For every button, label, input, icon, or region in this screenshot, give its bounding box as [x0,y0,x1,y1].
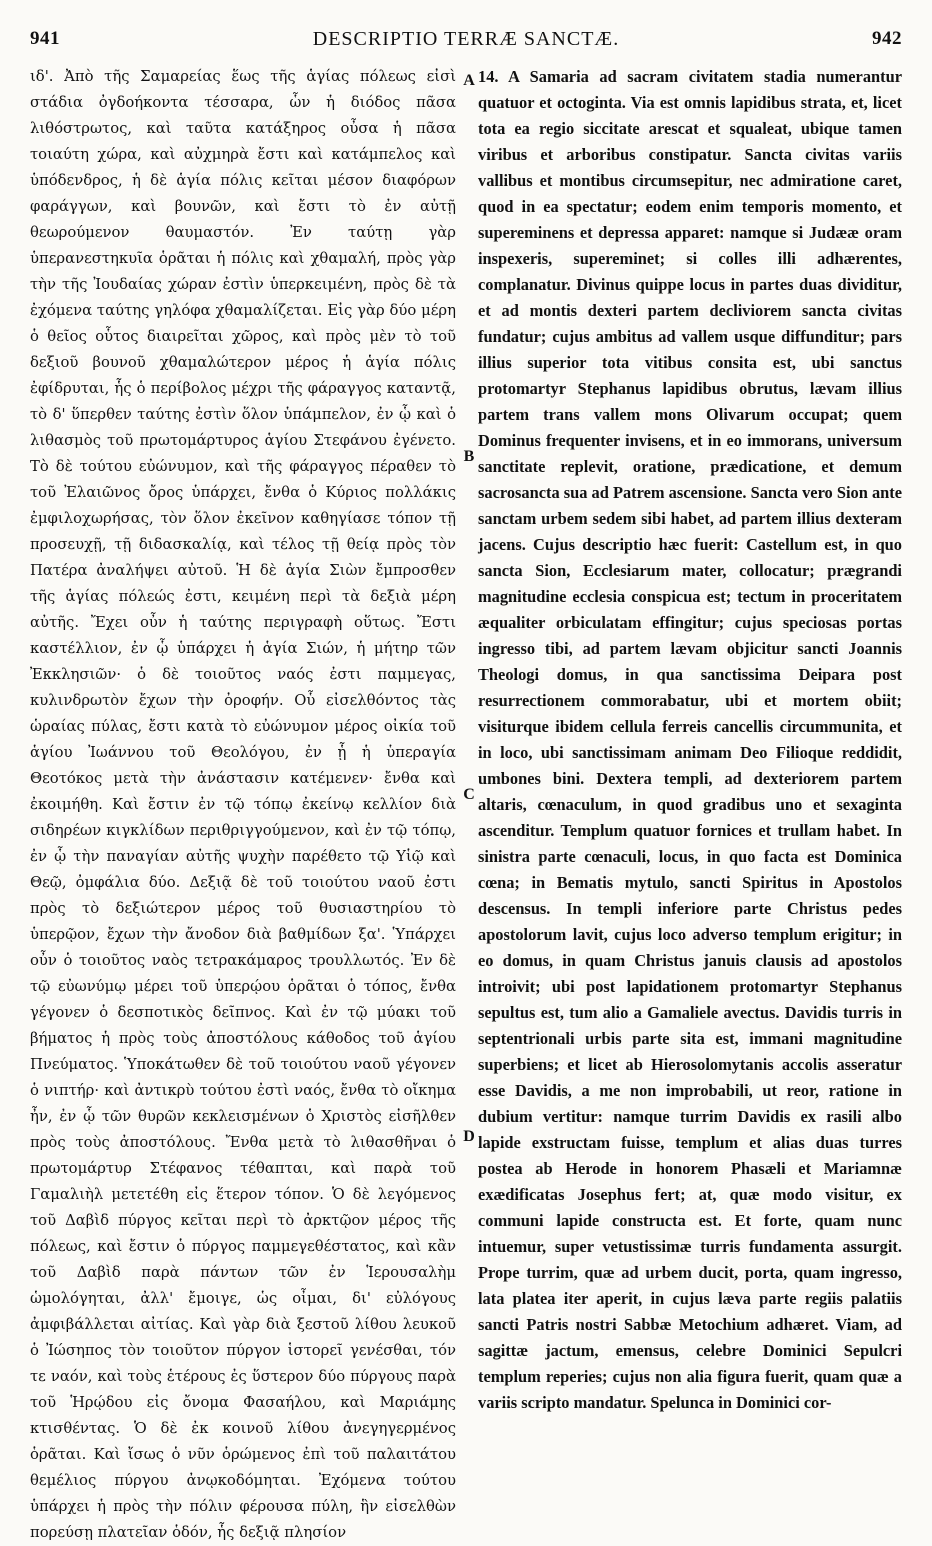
greek-paragraph: ιδ'. Ἀπὸ τῆς Σαμαρείας ἕως τῆς ἁγίας πόλεως εἰσὶ στάδια ὀγδοήκοντα τέσσαρα, ὧν ἡ διόδος πᾶσα λιθόστρωτος, καὶ ταῦτα κατάξηρος οὖσα ἡ πᾶσα τοιαύτη χώρα, καὶ αὐχμηρὰ ἔστι καὶ κατάμπελος καὶ ὑπόδενδρος, ἡ δὲ ἁγία πόλις κεῖται μέσον διαφόρων φαράγγων, καὶ βουνῶν, καὶ ἔστι τὸ ἐν αὐτῇ θεωρούμενον θαυμαστόν. Ἐν ταύτῃ γὰρ ὑπερανεστηκυῖα ὁρᾶται ἡ πόλις καὶ χθαμαλή, πρὸς γὰρ τὴν τῆς Ἰουδαίας χώραν ἐστὶν ὑπερκειμένη, πρὸς δὲ τὰ ἐχόμενα ταύτης γηλόφα χθαμαλίζεται. Εἰς γὰρ δύο μέρη ὁ θεῖος οὗτος διαιρεῖται χῶρος, καὶ πρὸς μὲν τὸ τοῦ δεξιοῦ βουνοῦ χθαμαλώτερον μέρος ἡ ἁγία πόλις ἐφίδρυται, ἧς ὁ περίβολος μέχρι τῆς φάραγγος καταντᾷ, τὸ δ' ὕπερθεν ταύτης ἐστὶν ὅλον ὑπάμπελον, ἐν ᾧ καὶ ὁ λιθασμὸς τοῦ πρωτομάρτυρος ἁγίου Στεφάνου ἐγένετο. Τὸ δὲ τούτου εὐώνυμον, καὶ τῆς φάραγγος πέραθεν τὸ τοῦ Ἐλαιῶνος ὄρος ὑπάρχει, ἔνθα ὁ Κύριος πολλάκις ἐμφιλοχωρήσας, τὸν ὅλον ἐκεῖνον καθηγίασε τόπον τῇ προσευχῇ, τῇ διδασκαλίᾳ, καὶ τέλος τῇ θείᾳ πρὸς τὸν Πατέρα ἀναλήψει αὐτοῦ. Ἡ δὲ ἁγία Σιὼν ἔμπροσθεν τῆς ἁγίας πόλεώς ἐστι, κειμένη περὶ τὰ δεξιὰ μέρη αὐτῆς. Ἔχει οὖν ἡ ταύτης περιγραφὴ οὕτως. Ἔστι καστέλλιον, ἐν ᾧ ὑπάρχει ἡ ἁγία Σιών, ἡ μήτηρ τῶν Ἐκκλησιῶν· ὁ δὲ τοιοῦτος ναός ἐστι παμμεγας, κυλινδρωτὸν ἔχων τὴν ὀροφήν. Οὗ εἰσελθόντος τὰς ὡραίας πύλας, ἔστι κατὰ τὸ εὐώνυμον μέρος οἰκία τοῦ ἁγίου Ἰωάννου τοῦ Θεολόγου, ἐν ᾗ ἡ ὑπεραγία Θεοτόκος μετὰ τὴν ἀνάστασιν κατέμενεν· ἔνθα καὶ ἐκοιμήθη. Καὶ ἔστιν ἐν τῷ τόπῳ ἐκείνῳ κελλίον διὰ σιδηρέων κιγκλίδων περιθριγγούμενον, καὶ ἐν τῷ τόπῳ, ἐν ᾧ τὴν παναγίαν αὐτῆς ψυχὴν παρέθετο τῷ Υἱῷ καὶ Θεῷ, ὀμφάλια δύο. Δεξιᾷ δὲ τοῦ τοιούτου ναοῦ ἐστι πρὸς τὸ δεξιώτερον μέρος τοῦ θυσιαστηρίου τὸ ὑπερῷον, ἔχων τὴν ἄνοδον διὰ βαθμίδων ξα'. Ὑπάρχει οὖν ὁ τοιοῦτος ναὸς τετρακάμαρος τρουλλωτός. Ἐν δὲ τῷ εὐωνύμῳ μέρει τοῦ ὑπερῴου ὁρᾶται ὁ τόπος, ἔνθα γέγονεν ὁ δεσποτικὸς δεῖπνος. Καὶ ἐν τῷ μύακι τοῦ βήματος ἡ πρὸς τοὺς ἀποστόλους κάθοδος τοῦ ἁγίου Πνεύματος. Ὑποκάτωθεν δὲ τοῦ τοιούτου ναοῦ γέγονεν ὁ νιπτήρ· καὶ ἀντικρὺ τούτου ἐστὶ ναός, ἔνθα τὸ οἴκημα ἦν, ἐν ᾧ τῶν θυρῶν κεκλεισμένων ὁ Χριστὸς εἰσῆλθεν πρὸς τοὺς ἀποστόλους. Ἔνθα μετὰ τὸ λιθασθῆναι ὁ πρωτομάρτυρ Στέφανος τέθαπται, καὶ παρὰ τοῦ Γαμαλιὴλ μετετέθη εἰς ἕτερον τόπον. Ὁ δὲ λεγόμενος τοῦ Δαβὶδ πύργος κεῖται περὶ τὸ ἀρκτῷον μέρος τῆς πόλεως, καὶ ἔστιν ὁ πύργος παμμεγεθέστατος, καὶ κἂν τοῦ Δαβὶδ παρὰ πάντων τῶν ἐν Ἱερουσαλὴμ ὡμολόγηται, ἀλλ' ἔμοιγε, ὡς οἶμαι, δι' εὐλόγους ἀμφιβάλλεται αἰτίας. Καὶ γὰρ διὰ ξεστοῦ λίθου λευκοῦ ὁ Ἰώσηπος τὸν τοιοῦτον πύργον ἱστορεῖ γενέσθαι, τόν τε ναόν, καὶ τοὺς ἑτέρους ἐς ὕστερον δύο πύργους παρὰ τοῦ Ἡρῴδου εἰς ὄνομα Φασαήλου, καὶ Μαριάμης κτισθέντας. Ὁ δὲ ἐκ κοινοῦ λίθου ἀνεγηγερμένος ὁρᾶται. Καὶ ἴσως ὁ νῦν ὁρώμενος ἐπὶ τοῦ παλαιτάτου θεμέλιος πύργου ἀνῳκοδόμηται. Ἐχόμενα τούτου ὑπάρχει ἡ πρὸς τὴν πόλιν φέρουσα πύλη, ἣν εἰσελθὼν πορεύσῃ πλατεῖαν ὁδόν, ἧς δεξιᾷ πλησίον [30,68,456,1541]
margin-letter-a: A [463,72,475,89]
margin-letter-d: D [463,1128,475,1145]
running-head [30,28,902,60]
latin-paragraph: 14. A Samaria ad sacram civitatem stadia numerantur quatuor et octoginta. Via est omnis lapidibus strata, et, licet tota ea regio siccitate arescat et squaleat, ubique tamen viribus et arboribus constipatur. Sancta civitas variis vallibus et montibus circumsepitur, nec admiratione caret, quod in ea spectatur; eodem enim temporis momento, et supereminens et depressa apparet: namque si Judææ oram inspexeris, supereminet; si colles illi adhærentes, complanatur. Divinus quippe locus in partes duas dividitur, et ad montis dexteri partem decliviorem sancta civitas fundatur; cujus ambitus ad vallem usque diffunditur; pars illius superior tota vitibus consita est, ubi sanctus protomartyr Stephanus lapidibus obrutus, lævam illius partem trans vallem mons Olivarum occupat; quem Dominus frequenter invisens, et in eo immorans, universum sanctitate replevit, oratione, prædicatione, et demum sacrosancta sua ad Patrem ascensione. Sancta vero Sion ante sanctam urbem sedem sibi habet, ad partem illius dexteram jacens. Cujus descriptio hæc fuerit: Castellum est, in quo sancta Sion, Ecclesiarum mater, collocatur; prægrandi magnitudine ecclesia conspicua est; tectum in proceritatem æqualiter orbiculatam effingitur; cujus speciosas portas ingresso tibi, ad partem lævam objicitur sancti Joannis Theologi domus, in qua sanctissima Deipara post resurrectionem commorabatur, ubi et mortem obiit; visiturque ibidem cellula ferreis cancellis circummunita, et in loco, ubi sanctissimam animam Deo Filioque reddidit, umbones bini. Dextera templi, ad dexteriorem partem altaris, cœnaculum, in quod gradibus uno et sexaginta ascenditur. Templum quatuor fornices et trullam habet. In sinistra parte cœnaculi, locus, in quo facta est Dominica cœna; in Bematis mytulo, sancti Spiritus in Apostolos descensus. In templi inferiore parte Christus pedes apostolorum lavit, cujus loco adverso templum erigitur; in eo domus, in quam Christus januis clausis ad apostolos introivit; ubi post lapidationem protomartyr Stephanus sepultus est, tum alio a Gamaliele avectus. Davidis turris in septentrionali urbis parte sita est, immani magnitudine superbiens; et licet ab Hierosolomytanis accolis asseratur esse Davidis, a me non improbabili, ut reor, ratione in dubium vertitur: namque turrim Davidis ex rasili albo lapide exstructam fuisse, templum et alias duas turres postea ab Herode in honorem Phasæli et Mariamnæ exædificatas Josephus fert; at, quæ modo visitur, ex communi lapide constructa est. Et forte, quam nunc intuemur, super vetustissimæ turris fundamenta assurgit. Prope turrim, quæ ad urbem ducit, porta, quam ingresso, lata platea iter aperit, in cujus læva parte regiis palatiis sancti Patris nostri Sabbæ Metochium adhæret. Viam, ad sagittæ jactum, emensus, celebre Dominici Sepulcri templum reperies; cujus non alia figura fuerit, quam quæ a variis scripto mandatur. Spelunca in Dominici cor- [478,67,902,1412]
margin-letter-b: B [463,448,475,465]
page-number-right: 942 [872,28,902,49]
text-columns [30,64,902,1541]
margin-letter-c: C [463,786,475,803]
page-number-left: 941 [30,28,60,49]
latin-column [478,64,902,1416]
greek-column [30,64,456,1546]
running-title: DESCRIPTIO TERRÆ SANCTÆ. [312,28,620,50]
